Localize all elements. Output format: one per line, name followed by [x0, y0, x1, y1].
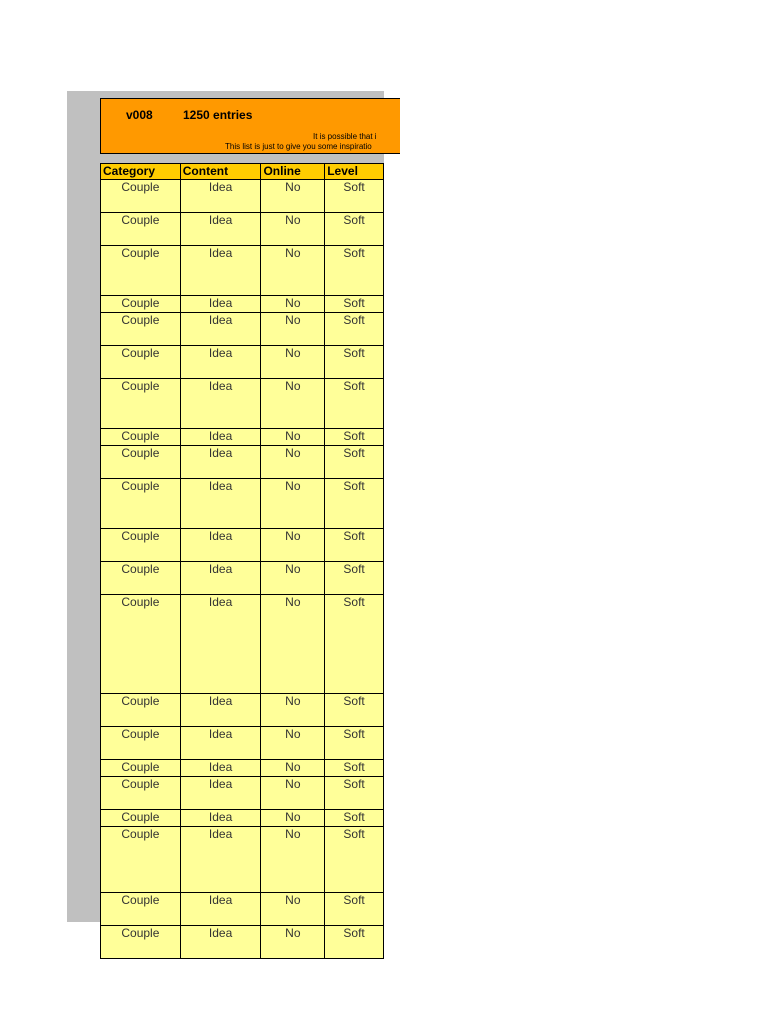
table-row — [101, 379, 384, 429]
cell-category: Couple — [101, 595, 181, 694]
cell-category: Couple — [101, 810, 181, 827]
cell-content: Idea — [180, 429, 261, 446]
table-row — [101, 562, 384, 595]
cell-content: Idea — [180, 479, 261, 529]
cell-level: Soft — [325, 777, 384, 810]
cell-category: Couple — [101, 694, 181, 727]
cell-online: No — [261, 777, 325, 810]
cell-category: Couple — [101, 562, 181, 595]
note-line-2: This list is just to give you some inspiratio — [225, 142, 372, 151]
cell-category: Couple — [101, 313, 181, 346]
cell-online: No — [261, 346, 325, 379]
cell-level: Soft — [325, 479, 384, 529]
table-row — [101, 429, 384, 446]
cell-content: Idea — [180, 562, 261, 595]
cell-online: No — [261, 760, 325, 777]
cell-content: Idea — [180, 529, 261, 562]
cell-content: Idea — [180, 777, 261, 810]
column-header-level: Level — [325, 164, 384, 180]
table-row — [101, 446, 384, 479]
cell-category: Couple — [101, 246, 181, 296]
table-row — [101, 180, 384, 213]
table-row — [101, 479, 384, 529]
cell-online: No — [261, 296, 325, 313]
cell-category: Couple — [101, 213, 181, 246]
cell-online: No — [261, 694, 325, 727]
cell-level: Soft — [325, 379, 384, 429]
cell-content: Idea — [180, 246, 261, 296]
cell-content: Idea — [180, 810, 261, 827]
cell-level: Soft — [325, 180, 384, 213]
cell-category: Couple — [101, 180, 181, 213]
cell-online: No — [261, 446, 325, 479]
column-header-online: Online — [261, 164, 325, 180]
cell-category: Couple — [101, 446, 181, 479]
cell-level: Soft — [325, 429, 384, 446]
table-row — [101, 926, 384, 959]
table-row — [101, 810, 384, 827]
cell-online: No — [261, 479, 325, 529]
cell-category: Couple — [101, 926, 181, 959]
cell-content: Idea — [180, 893, 261, 926]
cell-online: No — [261, 429, 325, 446]
cell-category: Couple — [101, 429, 181, 446]
cell-online: No — [261, 562, 325, 595]
entries-table — [100, 163, 384, 959]
cell-content: Idea — [180, 727, 261, 760]
cell-level: Soft — [325, 346, 384, 379]
table-body — [101, 180, 384, 959]
cell-level: Soft — [325, 827, 384, 893]
cell-category: Couple — [101, 479, 181, 529]
cell-content: Idea — [180, 827, 261, 893]
cell-online: No — [261, 727, 325, 760]
cell-level: Soft — [325, 529, 384, 562]
table-row — [101, 694, 384, 727]
entries-count: 1250 entries — [183, 108, 253, 122]
table-row — [101, 760, 384, 777]
cell-online: No — [261, 180, 325, 213]
cell-online: No — [261, 893, 325, 926]
cell-level: Soft — [325, 926, 384, 959]
cell-level: Soft — [325, 213, 384, 246]
version-label: v008 — [126, 108, 153, 122]
cell-online: No — [261, 595, 325, 694]
cell-content: Idea — [180, 446, 261, 479]
cell-level: Soft — [325, 810, 384, 827]
table-row — [101, 777, 384, 810]
column-header-category: Category — [101, 164, 181, 180]
cell-category: Couple — [101, 893, 181, 926]
cell-level: Soft — [325, 296, 384, 313]
cell-category: Couple — [101, 346, 181, 379]
cell-content: Idea — [180, 379, 261, 429]
note-line-1: It is possible that i — [313, 132, 377, 141]
cell-level: Soft — [325, 727, 384, 760]
column-header-content: Content — [180, 164, 261, 180]
cell-content: Idea — [180, 346, 261, 379]
cell-category: Couple — [101, 777, 181, 810]
cell-level: Soft — [325, 562, 384, 595]
cell-content: Idea — [180, 213, 261, 246]
cell-category: Couple — [101, 379, 181, 429]
cell-level: Soft — [325, 595, 384, 694]
cell-level: Soft — [325, 446, 384, 479]
cell-online: No — [261, 313, 325, 346]
table-row — [101, 213, 384, 246]
cell-content: Idea — [180, 595, 261, 694]
table-row — [101, 313, 384, 346]
table-row — [101, 827, 384, 893]
cell-level: Soft — [325, 246, 384, 296]
cell-online: No — [261, 810, 325, 827]
cell-content: Idea — [180, 296, 261, 313]
cell-online: No — [261, 379, 325, 429]
cell-online: No — [261, 213, 325, 246]
spreadsheet-page — [100, 98, 384, 940]
cell-category: Couple — [101, 296, 181, 313]
cell-level: Soft — [325, 760, 384, 777]
cell-content: Idea — [180, 694, 261, 727]
cell-online: No — [261, 529, 325, 562]
table-row — [101, 346, 384, 379]
cell-online: No — [261, 926, 325, 959]
cell-content: Idea — [180, 313, 261, 346]
cell-level: Soft — [325, 313, 384, 346]
cell-level: Soft — [325, 694, 384, 727]
table-row — [101, 727, 384, 760]
cell-category: Couple — [101, 727, 181, 760]
cell-content: Idea — [180, 926, 261, 959]
cell-online: No — [261, 246, 325, 296]
table-row — [101, 246, 384, 296]
cell-content: Idea — [180, 760, 261, 777]
cell-online: No — [261, 827, 325, 893]
table-row — [101, 893, 384, 926]
table-row — [101, 296, 384, 313]
table-row — [101, 595, 384, 694]
cell-category: Couple — [101, 827, 181, 893]
cell-category: Couple — [101, 529, 181, 562]
table-row — [101, 529, 384, 562]
cell-category: Couple — [101, 760, 181, 777]
cell-content: Idea — [180, 180, 261, 213]
title-banner — [100, 98, 400, 154]
header-row — [101, 164, 384, 180]
cell-level: Soft — [325, 893, 384, 926]
